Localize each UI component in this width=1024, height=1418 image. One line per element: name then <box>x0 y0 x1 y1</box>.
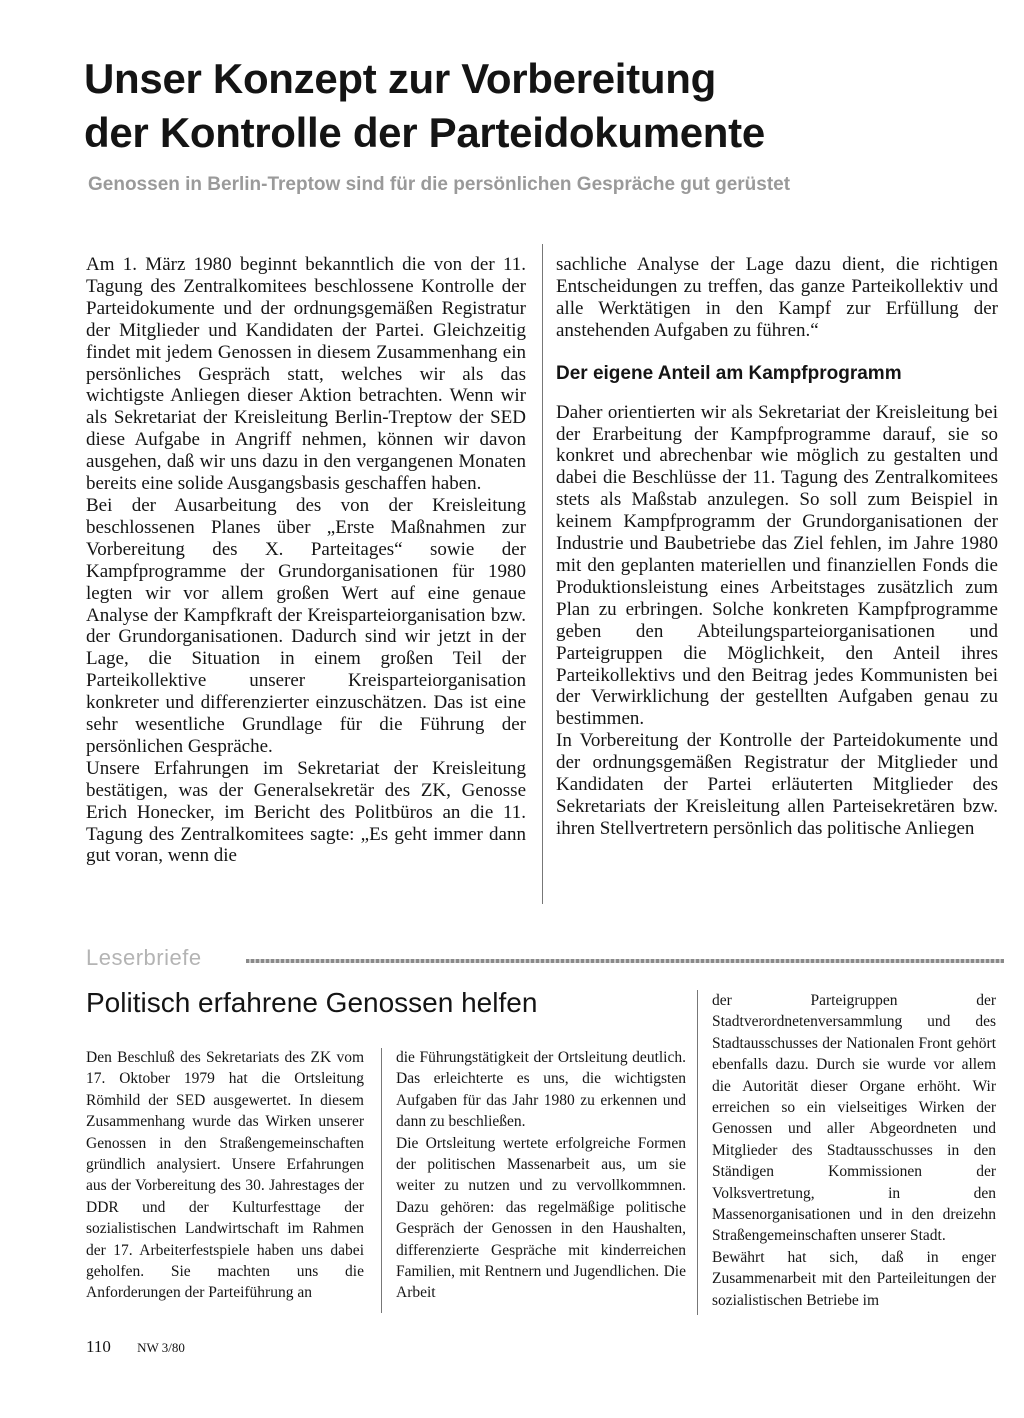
page-footer <box>86 1337 185 1358</box>
article-column-1 <box>86 254 526 867</box>
letter-paragraph: Den Beschluß des Sekretariats des ZK vom 17. Oktober 1979 hat die Ortsleitung Römhild der SED ausgewertet. In diesem Zusammenhang wurde das Wirken unserer Genossen in den Straßengemeinschaften gründlich analysiert. Unsere Erfahrungen aus der Vorbereitung des 30. Jahrestages der DDR und der Kulturfesttage der sozialistischen Landwirtschaft im Rahmen der 17. Arbeiterfestspiele haben uns dabei geholfen. Sie machten uns die Anforderungen der Parteiführung an <box>86 1049 364 1302</box>
letter-column-3 <box>712 990 996 1311</box>
article-paragraph: In Vorbereitung der Kontrolle der Parteidokumente und der ordnungsgemäßen Registratur der Mitglieder und Kandidaten der Partei erläuterten Mitglieder des Sekretariats der Kreisleitung allen Parteisekretären bzw. ihren Stellvertretern persönlich das politische Anliegen <box>556 730 998 839</box>
article-paragraph: Bei der Ausarbeitung des von der Kreisleitung beschlossenen Planes über „Erste Maßnahmen zur Vorbereitung des X. Parteitages“ sowie der Kampfprogramme der Grundorganisationen für 1980 legten wir vor allem großen Wert auf eine genaue Analyse der Kampfkraft der Kreisparteiorganisation bzw. der Grundorganisationen. Dadurch sind wir jetzt in der Lage, die Situation in einem großen Teil der Parteikollektive unserer Kreisparteiorganisation konkreter und differenzierter einzuschätzen. Das ist eine sehr wesentliche Grundlage für die Führung der persönlichen Gespräche. <box>86 494 526 757</box>
article-paragraph: sachliche Analyse der Lage dazu dient, die richtigen Entscheidungen zu treffen, das ganze Parteikollektiv und alle Werktätigen in den Kampf zur Erfüllung der anstehenden Aufgaben zu führen.“ <box>556 254 998 341</box>
column-divider <box>381 1048 382 1313</box>
column-divider <box>542 244 543 904</box>
article-title-line-1: Unser Konzept zur Vorbereitung <box>84 55 716 102</box>
article-column-2 <box>556 254 998 840</box>
publication-source: NW 3/80 <box>137 1340 185 1355</box>
letter-paragraph: Die Ortsleitung wertete erfolgreiche Formen der politischen Massenarbeit aus, um sie weiter zu nutzen und zu vervollkommnen. Dazu gehören: das regelmäßige politische Gespräch der Genossen in den Haushalten, differenzierte Gespräche mit kinderreichen Familien, mit Rentnern und Jugendlichen. Die Arbeit <box>396 1134 686 1302</box>
letter-title: Politisch erfahrene Genossen helfen <box>86 987 538 1018</box>
article-paragraph: Am 1. März 1980 beginnt bekanntlich die von der 11. Tagung des Zentralkomitees beschlossene Kontrolle der Parteidokumente und der ordnungsgemäßen Registratur der Mitglieder und Kandidaten der Partei. Gleichzeitig findet mit jedem Genossen in diesem Zusammenhang ein persönliches Gespräch statt, welches wir als das wichtigste Anliegen dieser Aktion betrachten. Wenn wir als Sekretariat der Kreisleitung Berlin-Treptow der SED diese Aufgabe in Angriff nehmen, können wir davon ausgehen, daß wir uns dazu in den vergangenen Monaten bereits eine solide Ausgangsbasis geschaffen haben. <box>86 254 526 495</box>
letter-paragraph: der Parteigruppen der Stadtverordnetenversammlung und des Stadtausschusses der Nationalen Front gehört ebenfalls dazu. Durch sie wurde vor allem die Autorität dieser Organe erhöht. Wir erreichen so ein vielseitiges Wirken der Genossen und aller Abgeordneten und Mitglieder des Stadtausschusses in den Ständigen Kommissionen der Volksvertretung, in den Massenorganisationen und in den dreizehn Straßengemeinschaften unserer Stadt. <box>712 992 996 1245</box>
article-paragraph: Daher orientierten wir als Sekretariat der Kreisleitung bei der Erarbeitung der Kampfprogramme darauf, sie so konkret und abrechenbar wie möglich zu gestalten und dabei die Beschlüsse der 11. Tagung des Zentralkomitees stets als Maßstab anzulegen. So soll zum Beispiel in keinem Kampfprogramm der Grundorganisationen der Industrie und Baubetriebe das Ziel fehlen, im Jahre 1980 mit den geplanten materiellen und finanziellen Fonds die Produktionsleistung eines Arbeitstages zusätzlich zum Plan zu erbringen. Solche konkreten Kampfprogramme geben den Abteilungsparteiorganisationen und Parteigruppen die Möglichkeit, den Anteil ihres Parteikollektivs und den Beitrag jedes Kommunisten bei der Verwirklichung der gestellten Aufgaben genau zu bestimmen. <box>556 401 998 730</box>
section-rule <box>246 959 1004 963</box>
section-label: Leserbriefe <box>86 945 202 970</box>
letter-column-1 <box>86 1047 364 1304</box>
article-title <box>84 52 984 160</box>
page-number: 110 <box>86 1337 111 1356</box>
column-divider <box>697 990 698 1315</box>
letter-paragraph: Bewährt hat sich, daß in enger Zusammenarbeit mit den Parteileitungen der sozialistischen Betriebe im <box>712 1248 996 1309</box>
article-subtitle: Genossen in Berlin-Treptow sind für die persönlichen Gespräche gut gerüstet <box>88 174 791 195</box>
article-paragraph: Unsere Erfahrungen im Sekretariat der Kreisleitung bestätigen, was der Generalsekretär des ZK, Genosse Erich Honecker, im Bericht des Politbüros an die 11. Tagung des Zentralkomitees sagte: „Es geht immer dann gut voran, wenn die <box>86 757 526 867</box>
letter-column-2 <box>396 1047 686 1304</box>
letter-paragraph: die Führungstätigkeit der Ortsleitung deutlich. Das erleichterte es uns, die wichtigsten Aufgaben für das Jahr 1980 zu erkennen und dann zu beschließen. <box>396 1049 686 1131</box>
article-subheading: Der eigene Anteil am Kampfprogramm <box>556 362 902 384</box>
article-title-line-2: der Kontrolle der Parteidokumente <box>84 109 765 156</box>
